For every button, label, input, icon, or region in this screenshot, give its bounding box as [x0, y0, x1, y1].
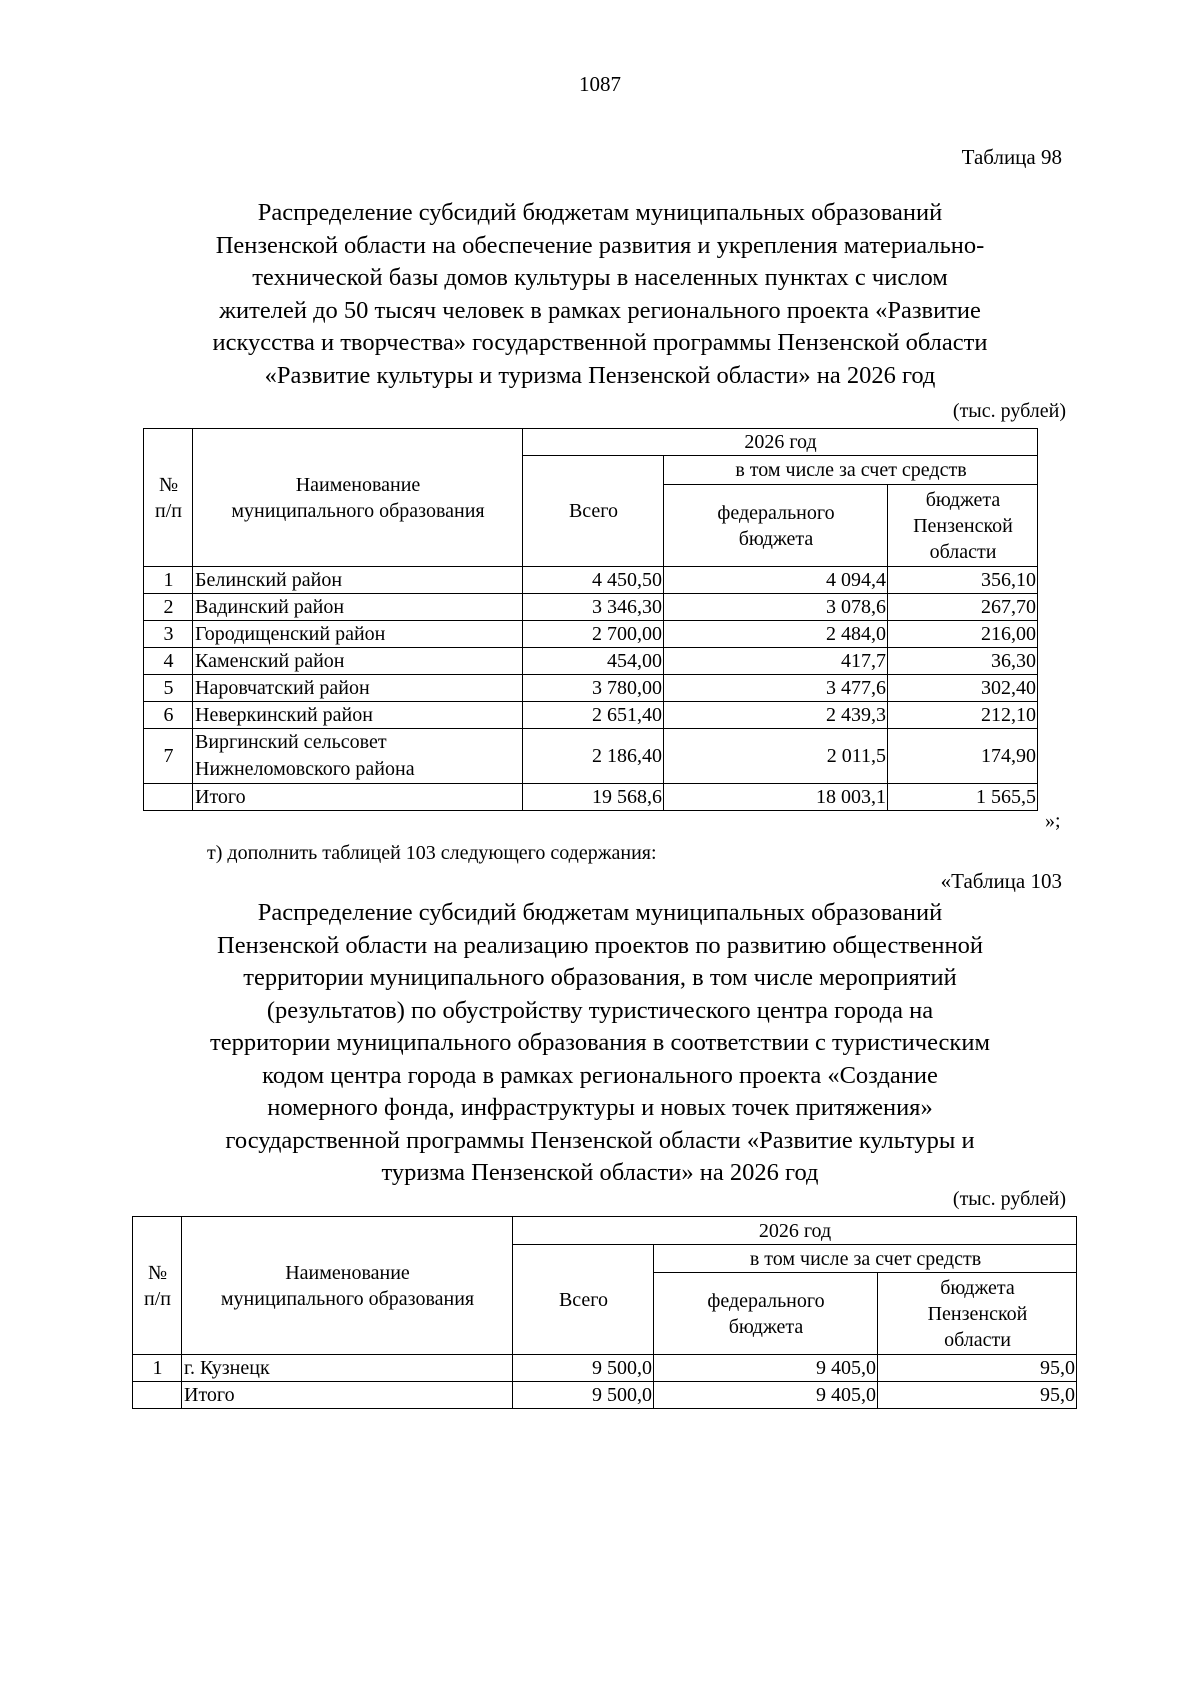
row-num: 1 [144, 567, 193, 594]
row-name: Неверкинский район [193, 702, 523, 729]
header-regional [878, 1273, 1077, 1355]
row-total: 9 500,0 [513, 1355, 654, 1382]
table-row [133, 1355, 1077, 1382]
row-federal: 417,7 [664, 648, 888, 675]
row-regional: 95,0 [878, 1382, 1077, 1409]
title-line: Пензенской области на обеспечение развития и укрепления материально- [215, 231, 985, 259]
row-total: 2 186,40 [523, 729, 664, 784]
row-regional: 36,30 [888, 648, 1038, 675]
table-row [144, 702, 1038, 729]
row-regional: 174,90 [888, 729, 1038, 784]
header-num-line: п/п [144, 1287, 171, 1310]
title-line: территории муниципального образования, в том числе мероприятий [243, 964, 957, 991]
total-row [133, 1382, 1077, 1409]
row-federal: 3 477,6 [664, 675, 888, 702]
header-regional-line: бюджета [940, 1276, 1015, 1299]
row-name: Белинский район [193, 567, 523, 594]
row-num: 7 [144, 729, 193, 784]
header-name-line: Наименование [295, 473, 421, 496]
table-98-label: Таблица 98 [961, 145, 1062, 169]
title-line: «Развитие культуры и туризма Пензенской области» на 2026 год [264, 361, 936, 389]
header-federal-line: бюджета [728, 1315, 804, 1338]
title-line: Распределение субсидий бюджетам муниципальных образований [257, 199, 943, 226]
row-num: 3 [144, 621, 193, 648]
row-name: г. Кузнецк [182, 1355, 513, 1382]
header-num-line: № [147, 1261, 168, 1284]
row-federal: 2 439,3 [664, 702, 888, 729]
header-num [144, 429, 193, 567]
row-name [193, 729, 523, 784]
row-total: 3 346,30 [523, 594, 664, 621]
header-regional-line: Пензенской [927, 1302, 1028, 1325]
title-line: кодом центра города в рамках регионального проекта «Создание [262, 1061, 938, 1089]
table-98-title [140, 197, 1060, 392]
title-line: государственной программы Пензенской области «Развитие культуры и [225, 1126, 975, 1154]
row-name: Каменский район [193, 648, 523, 675]
title-line: Пензенской области на реализацию проектов по развитию общественной [217, 931, 983, 959]
table-row [144, 621, 1038, 648]
table-row [144, 648, 1038, 675]
row-name-line: Нижнеломовского района [195, 758, 415, 780]
header-name-line: муниципального образования [231, 499, 485, 522]
row-total: 2 700,00 [523, 621, 664, 648]
row-federal: 18 003,1 [664, 784, 888, 811]
row-regional: 1 565,5 [888, 784, 1038, 811]
header-federal-line: федерального [717, 501, 835, 524]
header-federal [654, 1273, 878, 1355]
table-103-units: (тыс. рублей) [952, 1188, 1066, 1210]
title-line: Распределение субсидий бюджетам муниципальных образований [257, 899, 943, 926]
row-num: 2 [144, 594, 193, 621]
header-total: Всего [523, 456, 664, 567]
table-row [144, 594, 1038, 621]
header-num-line: п/п [155, 499, 182, 522]
table-103-title [140, 897, 1060, 1190]
header-federal-line: федерального [707, 1289, 825, 1312]
header-including: в том числе за счет средств [654, 1245, 1077, 1273]
header-name-line: Наименование [285, 1261, 410, 1284]
table-98-units: (тыс. рублей) [952, 400, 1066, 422]
header-including: в том числе за счет средств [664, 456, 1038, 485]
row-regional: 267,70 [888, 594, 1038, 621]
row-name: Итого [193, 784, 523, 811]
page-number: 1087 [579, 72, 621, 96]
header-row [144, 429, 1038, 456]
row-total: 9 500,0 [513, 1382, 654, 1409]
table-row [144, 729, 1038, 784]
row-regional: 302,40 [888, 675, 1038, 702]
header-federal-line: бюджета [738, 527, 814, 550]
row-num: 4 [144, 648, 193, 675]
row-federal: 2 011,5 [664, 729, 888, 784]
table-103-label: «Таблица 103 [940, 869, 1062, 893]
title-line: технической базы домов культуры в населенных пунктах с числом [252, 264, 948, 291]
row-federal: 9 405,0 [654, 1382, 878, 1409]
row-name-line: Виргинский сельсовет [195, 731, 387, 753]
row-total: 454,00 [523, 648, 664, 675]
row-name: Наровчатский район [193, 675, 523, 702]
table-98 [143, 428, 1038, 811]
row-num [144, 784, 193, 811]
header-regional-line: бюджета [925, 488, 1001, 511]
table-row [144, 675, 1038, 702]
header-regional-line: области [929, 540, 997, 563]
header-num-line: № [158, 473, 179, 496]
row-name: Вадинский район [193, 594, 523, 621]
row-num: 5 [144, 675, 193, 702]
row-regional: 95,0 [878, 1355, 1077, 1382]
row-total: 2 651,40 [523, 702, 664, 729]
title-line: жителей до 50 тысяч человек в рамках регионального проекта «Развитие [219, 296, 981, 324]
header-row [133, 1217, 1077, 1245]
row-total: 3 780,00 [523, 675, 664, 702]
closing-mark: »; [1045, 810, 1061, 832]
header-name [182, 1217, 513, 1355]
title-line: номерного фонда, инфраструктуры и новых точек притяжения» [267, 1094, 933, 1121]
row-total: 19 568,6 [523, 784, 664, 811]
row-total: 4 450,50 [523, 567, 664, 594]
total-row [144, 784, 1038, 811]
row-regional: 212,10 [888, 702, 1038, 729]
title-line: территории муниципального образования в соответствии с туристическим [210, 1029, 990, 1056]
row-federal: 9 405,0 [654, 1355, 878, 1382]
row-regional: 216,00 [888, 621, 1038, 648]
header-regional-line: Пензенской [913, 514, 1013, 537]
row-federal: 2 484,0 [664, 621, 888, 648]
table-row [144, 567, 1038, 594]
table-103 [132, 1216, 1077, 1409]
header-name [193, 429, 523, 567]
header-total: Всего [513, 1245, 654, 1355]
header-federal [664, 485, 888, 567]
header-year: 2026 год [523, 429, 1038, 456]
row-num: 1 [133, 1355, 182, 1382]
row-name: Городищенский район [193, 621, 523, 648]
row-regional: 356,10 [888, 567, 1038, 594]
header-name-line: муниципального образования [220, 1287, 475, 1310]
row-num: 6 [144, 702, 193, 729]
title-line: искусства и творчества» государственной программы Пензенской области [212, 329, 988, 356]
title-line: туризма Пензенской области» на 2026 год [381, 1159, 819, 1186]
header-regional [888, 485, 1038, 567]
header-year: 2026 год [513, 1217, 1077, 1245]
row-num [133, 1382, 182, 1409]
row-federal: 4 094,4 [664, 567, 888, 594]
row-federal: 3 078,6 [664, 594, 888, 621]
amendment-note: т) дополнить таблицей 103 следующего содержания: [207, 842, 657, 864]
header-num [133, 1217, 182, 1355]
header-regional-line: области [944, 1328, 1011, 1351]
title-line: (результатов) по обустройству туристического центра города на [266, 996, 934, 1024]
row-name: Итого [182, 1382, 513, 1409]
